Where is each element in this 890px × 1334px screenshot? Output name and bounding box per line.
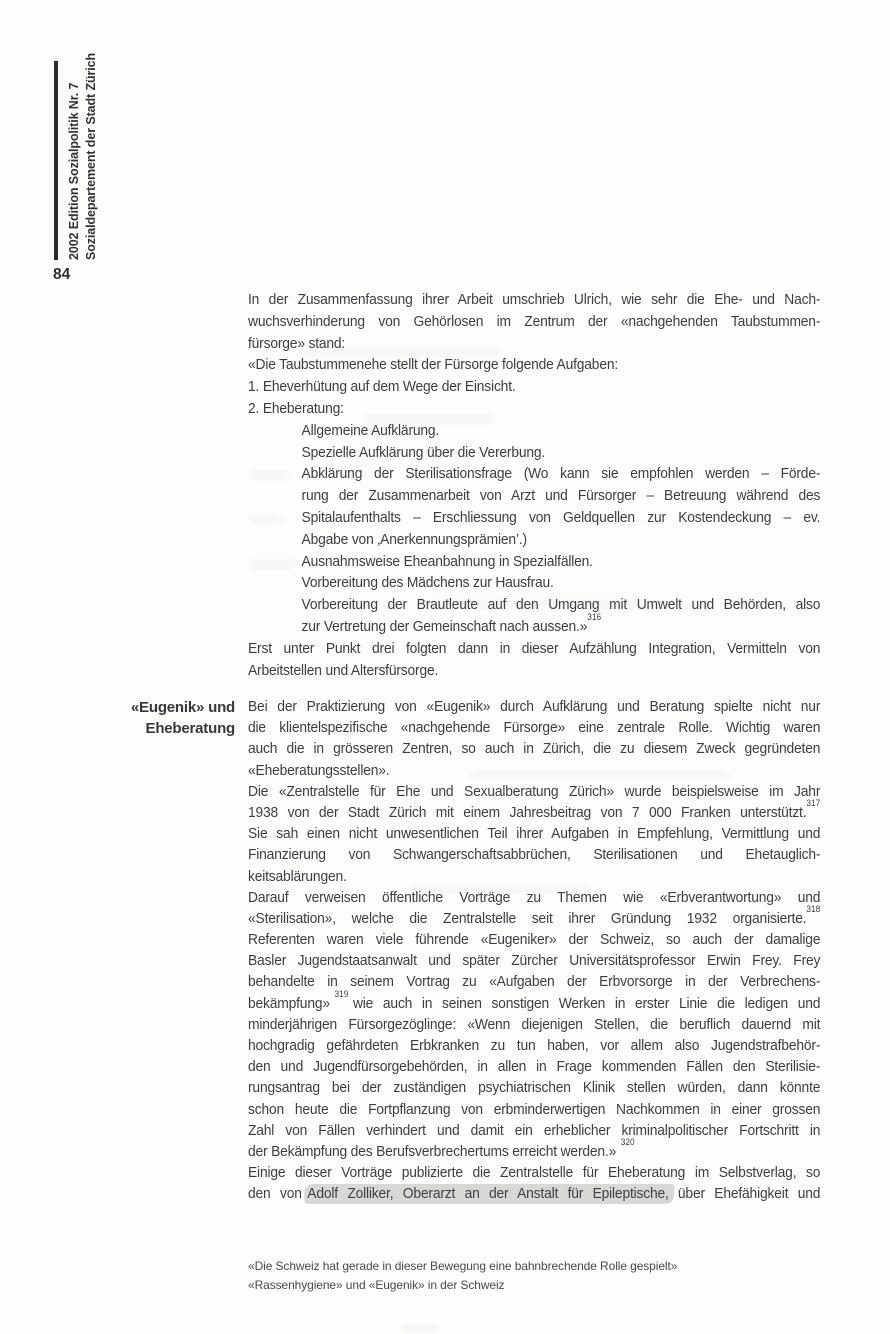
text-line: Abgabe von ‚Anerkennungsprämien’.) bbox=[301, 530, 527, 548]
text-line: auch die in grösseren Zentren, so auch in Zürich, die zu diesem Zweck gegründeten bbox=[248, 740, 821, 758]
text-line bbox=[248, 797, 821, 823]
text-line: Zahl von Fällen verhindert und damit ein erheblicher kriminalpolitischer Fortschritt in bbox=[248, 1121, 821, 1139]
margin-heading bbox=[80, 697, 235, 739]
text-line: hochgradig gefährdeten Erbkranken zu tun haben, vor allem also Jugendstrafbehör- bbox=[248, 1037, 821, 1054]
edition-info bbox=[66, 52, 99, 260]
text-line: Basler Jugendstaatsanwalt und später Zürcher Universitätsprofessor Erwin Frey. Frey bbox=[248, 952, 821, 970]
text-line: behandelte in seinem Vortrag zu «Aufgaben der Erbvorsorge in der Verbrechens- bbox=[248, 973, 821, 991]
text-line: Ausnahmsweise Eheanbahnung in Spezialfällen. bbox=[301, 552, 593, 570]
edition-series-line: 2002 Edition Sozialpolitik Nr. 7 bbox=[67, 82, 81, 260]
sentence-text: über Ehefähigkeit und bbox=[677, 1185, 821, 1203]
text-line: Allgemeine Aufklärung. bbox=[301, 421, 440, 439]
footnote-ref-319: 319 bbox=[334, 988, 349, 999]
text-line: «Die Taubstummenehe stellt der Fürsorge folgende Aufgaben: bbox=[248, 356, 619, 374]
text-line bbox=[248, 903, 821, 929]
text-line bbox=[248, 1183, 820, 1204]
footnote-ref-316: 316 bbox=[587, 611, 602, 622]
scan-artifact bbox=[470, 770, 730, 779]
scan-artifact bbox=[400, 1326, 440, 1330]
highlighted-text: Adolf Zolliker, Oberarzt an der Anstalt für Epileptische, bbox=[305, 1184, 675, 1204]
scan-artifact bbox=[430, 600, 650, 609]
scan-artifact bbox=[365, 414, 495, 423]
text-line: Spitalaufenthalts – Erschliessung von Geldquellen zur Kostendeckung – ev. bbox=[301, 508, 821, 526]
margin-heading-line: «Eugenik» und bbox=[130, 699, 235, 716]
text-line bbox=[248, 1136, 820, 1162]
text-line: keitsablärungen. bbox=[248, 867, 347, 885]
text-line: Vorbereitung des Mädchens zur Hausfrau. bbox=[301, 574, 554, 592]
edition-publisher-line: Sozialdepartement der Stadt Zürich bbox=[83, 52, 98, 260]
footnote-ref-317: 317 bbox=[806, 797, 821, 808]
footnote-ref-320: 320 bbox=[620, 1136, 635, 1147]
text-line: Bei der Praktizierung von «Eugenik» durch Aufklärung und Beratung spielte nicht nur bbox=[248, 698, 821, 715]
sentence-text: 1938 von der Stadt Zürich mit einem Jahresbeitrag von 7 000 Franken unterstützt. bbox=[248, 803, 807, 821]
text-line: den und Jugendfürsorgebehörden, in allen in Frage kommenden Fällen den Sterilisie- bbox=[248, 1058, 821, 1076]
text-line: Darauf verweisen öffentliche Vorträge zu Themen wie «Erbverantwortung» und bbox=[248, 888, 821, 906]
footnote-line: «Die Schweiz hat gerade in dieser Bewegung eine bahnbrechende Rolle gespielt» bbox=[248, 1259, 678, 1273]
sentence-text: wie auch in seinen sonstigen Werken in erster Linie die ledigen und bbox=[352, 994, 821, 1012]
text-line bbox=[248, 611, 820, 638]
text-line: rung der Zusammenarbeit von Arzt und Fürsorger – Betreuung während des bbox=[301, 487, 821, 505]
text-line: 1. Eheverhütung auf dem Wege der Einsicht. bbox=[248, 378, 516, 396]
text-line: Einige dieser Vorträge publizierte die Zentralstelle für Eheberatung im Selbstverlag, so bbox=[248, 1164, 821, 1182]
text-line: In der Zusammenfassung ihrer Arbeit umschrieb Ulrich, wie sehr die Ehe- und Nach- bbox=[248, 291, 821, 308]
page-number: 84 bbox=[53, 266, 71, 283]
text-line: rungsantrag bei der zuständigen psychiatrischen Klinik stellen würden, dann könnte bbox=[248, 1079, 821, 1097]
text-line bbox=[248, 988, 821, 1014]
sentence-text: den von bbox=[248, 1185, 302, 1203]
text-line: wuchsverhinderung von Gehörlosen im Zentrum der «nachgehenden Taubstummen- bbox=[248, 312, 821, 330]
scan-artifact bbox=[248, 515, 282, 524]
text-line: Referenten waren viele führende «Eugeniker» der Schweiz, so auch der damalige bbox=[248, 931, 821, 949]
bottom-footnotes bbox=[248, 1257, 677, 1295]
text-line: Sie sah einen nicht unwesentlichen Teil ihrer Aufgaben in Empfehlung, Vermittlung und bbox=[248, 825, 821, 843]
text-line: minderjährigen Fürsorgezöglinge: «Wenn diejenigen Stellen, die beruflich dauernd mit bbox=[248, 1015, 821, 1033]
margin-heading-line: Eheberatung bbox=[145, 720, 235, 738]
text-line: Finanzierung von Schwangerschaftsabbrüchen, Sterilisationen und Ehetauglich- bbox=[248, 846, 821, 864]
footnote-ref-318: 318 bbox=[806, 903, 821, 914]
scan-artifact bbox=[300, 347, 500, 357]
text-line: Die «Zentralstelle für Ehe und Sexualberatung Zürich» wurde beispielsweise im Jahr bbox=[248, 782, 821, 800]
quote-end-text: zur Vertretung der Gemeinschaft nach aussen.» bbox=[301, 617, 588, 635]
footnote-line: «Rassenhygiene» und «Eugenik» in der Schweiz bbox=[248, 1278, 505, 1292]
sentence-text: bekämpfung» bbox=[248, 994, 330, 1012]
text-line: Abklärung der Sterilisationsfrage (Wo kann sie empfohlen werden – Förde- bbox=[301, 465, 821, 483]
edition-bar bbox=[54, 61, 58, 260]
text-line: Erst unter Punkt drei folgten dann in dieser Aufzählung Integration, Vermitteln von bbox=[248, 639, 821, 657]
text-line: Vorbereitung der Brautleute auf den Umgang mit Umwelt und Behörden, also bbox=[301, 596, 821, 614]
text-line: «Eheberatungsstellen». bbox=[248, 761, 390, 779]
sentence-text: «Sterilisation», welche die Zentralstelle seit ihrer Gründung 1932 organisierte. bbox=[248, 909, 807, 927]
sentence-text: der Bekämpfung des Berufsverbrechertums erreicht werden.» bbox=[248, 1142, 617, 1160]
scan-artifact bbox=[410, 885, 590, 894]
text-line: 2. Eheberatung: bbox=[248, 399, 344, 417]
text-line: Arbeitstellen und Altersfürsorge. bbox=[248, 661, 439, 679]
text-line: fürsorge» stand: bbox=[248, 334, 346, 352]
scan-artifact bbox=[250, 560, 296, 569]
text-line: Spezielle Aufklärung über die Vererbung. bbox=[301, 443, 546, 461]
text-line: schon heute die Fortpflanzung von erbminderwertigen Nachkommen in einer grossen bbox=[248, 1100, 821, 1118]
text-line: die klientelspezifische «nachgehende Fürsorge» eine zentrale Rolle. Wichtig waren bbox=[248, 719, 821, 737]
scan-artifact bbox=[250, 470, 290, 479]
